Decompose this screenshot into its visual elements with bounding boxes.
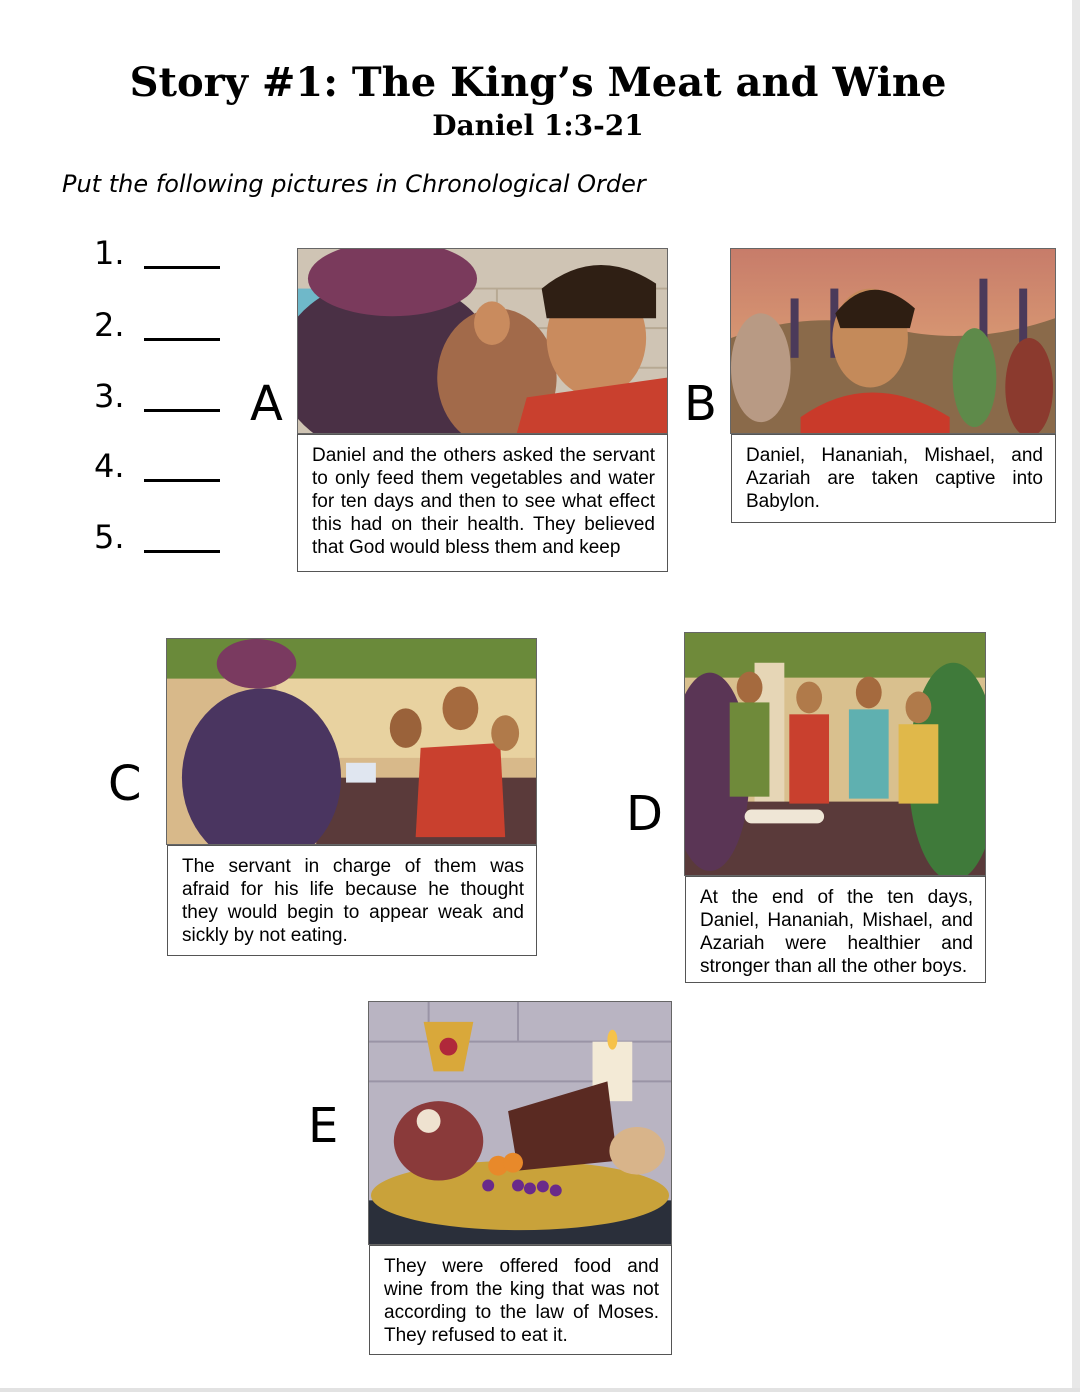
card-c-letter: C xyxy=(108,756,142,812)
card-a-letter: A xyxy=(250,376,283,432)
answer-line-1[interactable] xyxy=(94,234,234,274)
answer-line-4[interactable] xyxy=(94,447,234,487)
answer-line-2[interactable] xyxy=(94,306,234,346)
answer-number: 1. xyxy=(94,234,125,272)
card-d-letter: D xyxy=(626,786,663,842)
card-a-illustration xyxy=(297,248,668,434)
answer-number: 3. xyxy=(94,377,125,415)
scripture-reference: Daniel 1:3-21 xyxy=(432,109,644,142)
answer-line-3[interactable] xyxy=(94,377,234,417)
card-e-caption: They were offered food and wine from the king that was not according to the law of Moses. They refused to eat it. xyxy=(369,1245,672,1355)
answer-number: 2. xyxy=(94,306,125,344)
answer-line-5[interactable] xyxy=(94,518,234,558)
page-edge xyxy=(1072,0,1080,1392)
page-bottom-edge xyxy=(0,1388,1080,1392)
card-d-illustration xyxy=(684,632,986,876)
answer-number: 4. xyxy=(94,447,125,485)
card-a-caption: Daniel and the others asked the servant to only feed them vegetables and water for ten days and then to see what effect this had on their health. They believed that God would bless them and keep xyxy=(297,434,668,572)
card-e-letter: E xyxy=(308,1098,339,1154)
answer-blank[interactable] xyxy=(144,338,220,341)
answer-blank[interactable] xyxy=(144,479,220,482)
answer-blank[interactable] xyxy=(144,550,220,553)
card-c-illustration xyxy=(166,638,537,845)
answer-number: 5. xyxy=(94,518,125,556)
card-d-caption: At the end of the ten days, Daniel, Hananiah, Mishael, and Azariah were healthier and stronger than all the other boys. xyxy=(685,876,986,983)
card-b-illustration xyxy=(730,248,1056,434)
answer-blank[interactable] xyxy=(144,409,220,412)
card-e-illustration xyxy=(368,1001,672,1245)
answer-blank[interactable] xyxy=(144,266,220,269)
instruction-text: Put the following pictures in Chronological Order xyxy=(62,170,646,198)
card-c-caption: The servant in charge of them was afraid for his life because he thought they would begin to appear weak and sickly by not eating. xyxy=(167,845,537,956)
card-b-caption: Daniel, Hananiah, Mishael, and Azariah are taken captive into Babylon. xyxy=(731,434,1056,523)
worksheet-title: Story #1: The King’s Meat and Wine xyxy=(129,59,947,106)
card-b-letter: B xyxy=(684,376,717,432)
